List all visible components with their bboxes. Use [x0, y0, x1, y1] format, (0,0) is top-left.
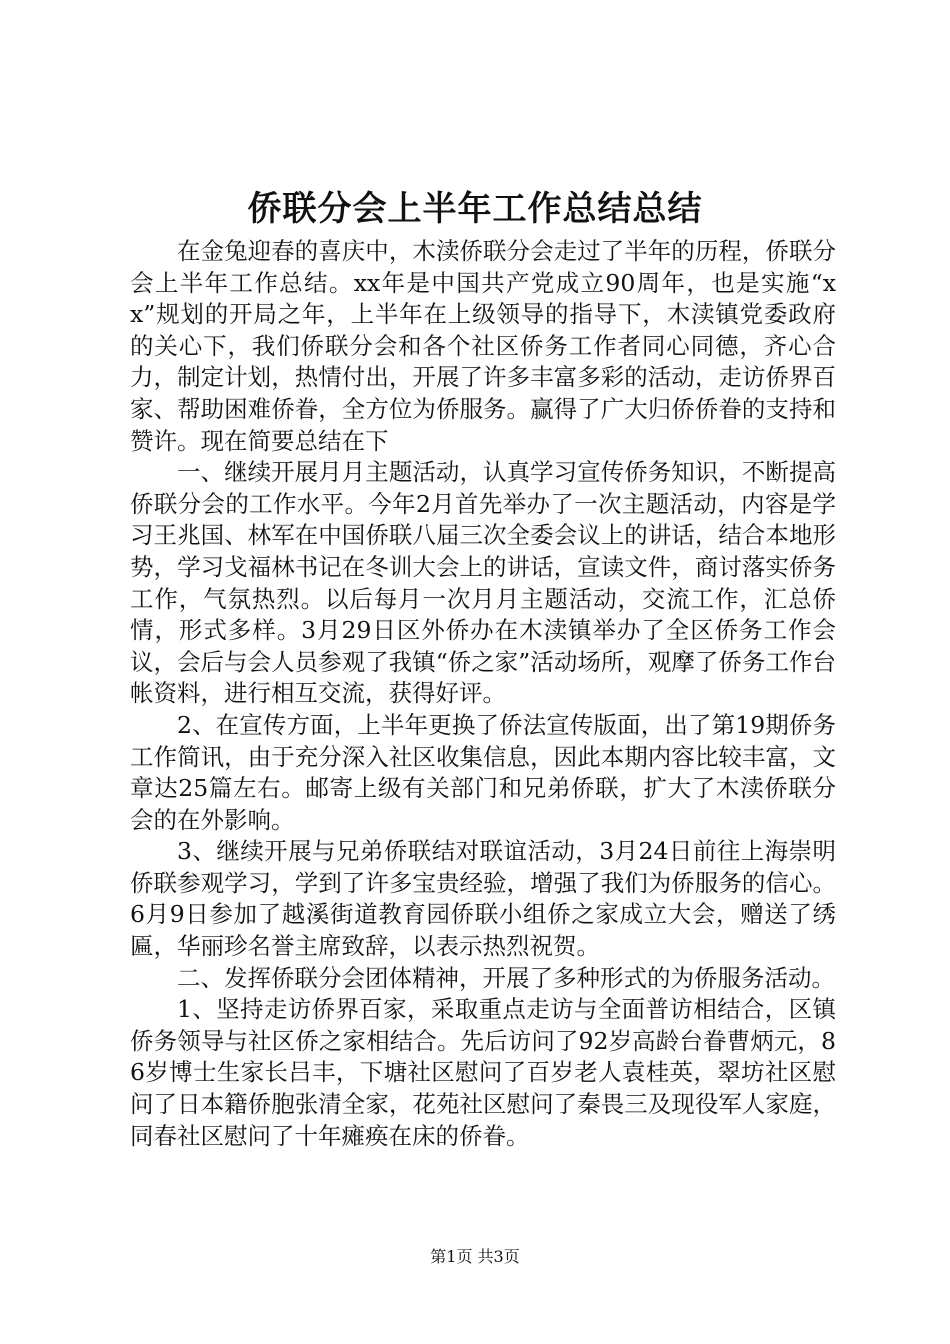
paragraph-item-2: 2、在宣传方面，上半年更换了侨法宣传版面，出了第19期侨务工作简讯，由于充分深入社区收集信息，因此本期内容比较丰富，文章达25篇左右。邮寄上级有关部门和兄弟侨联，扩大了木渎侨联分会的在外影响。 — [130, 710, 836, 834]
paragraph-section-1: 一、继续开展月月主题活动，认真学习宣传侨务知识，不断提高侨联分会的工作水平。今年2月首先举办了一次主题活动，内容是学习王兆国、林军在中国侨联八届三次全委会议上的讲话，结合本地形势，学习戈福林书记在冬训大会上的讲话，宣读文件，商讨落实侨务工作，气氛热烈。以后每月一次月月主题活动，交流工作，汇总侨情，形式多样。3月29日区外侨办在木渎镇举办了全区侨务工作会议，会后与会人员参观了我镇“侨之家”活动场所，观摩了侨务工作台帐资料，进行相互交流，获得好评。 — [130, 458, 836, 708]
document-body — [130, 236, 836, 1152]
paragraph-item-1: 1、坚持走访侨界百家，采取重点走访与全面普访相结合，区镇侨务领导与社区侨之家相结合。先后访问了92岁高龄台眷曹炳元，86岁博士生家长吕丰，下塘社区慰问了百岁老人袁桂英，翠坊社区慰问了日本籍侨胞张清全家，花苑社区慰问了秦畏三及现役军人家庭，同春社区慰问了十年瘫痪在床的侨眷。 — [130, 995, 836, 1150]
paragraph-intro: 在金兔迎春的喜庆中，木渎侨联分会走过了半年的历程，侨联分会上半年工作总结。xx年是中国共产党成立90周年，也是实施“xx”规划的开局之年，上半年在上级领导的指导下，木渎镇党委政府的关心下，我们侨联分会和各个社区侨务工作者同心同德，齐心合力，制定计划，热情付出，开展了许多丰富多彩的活动，走访侨界百家、帮助困难侨眷，全方位为侨服务。赢得了广大归侨侨眷的支持和赞许。现在简要总结在下 — [130, 237, 836, 455]
paragraph-item-3: 3、继续开展与兄弟侨联结对联谊活动，3月24日前往上海崇明侨联参观学习，学到了许多宝贵经验，增强了我们为侨服务的信心。6月9日参加了越溪街道教育园侨联小组侨之家成立大会，赠送了绣匾，华丽珍名誉主席致辞，以表示热烈祝贺。 — [130, 837, 836, 961]
paragraph-section-2: 二、发挥侨联分会团体精神，开展了多种形式的为侨服务活动。 — [177, 963, 835, 992]
document-title: 侨联分会上半年工作总结总结 — [247, 189, 703, 229]
page-footer: 第1页 共3页 — [430, 1247, 520, 1266]
